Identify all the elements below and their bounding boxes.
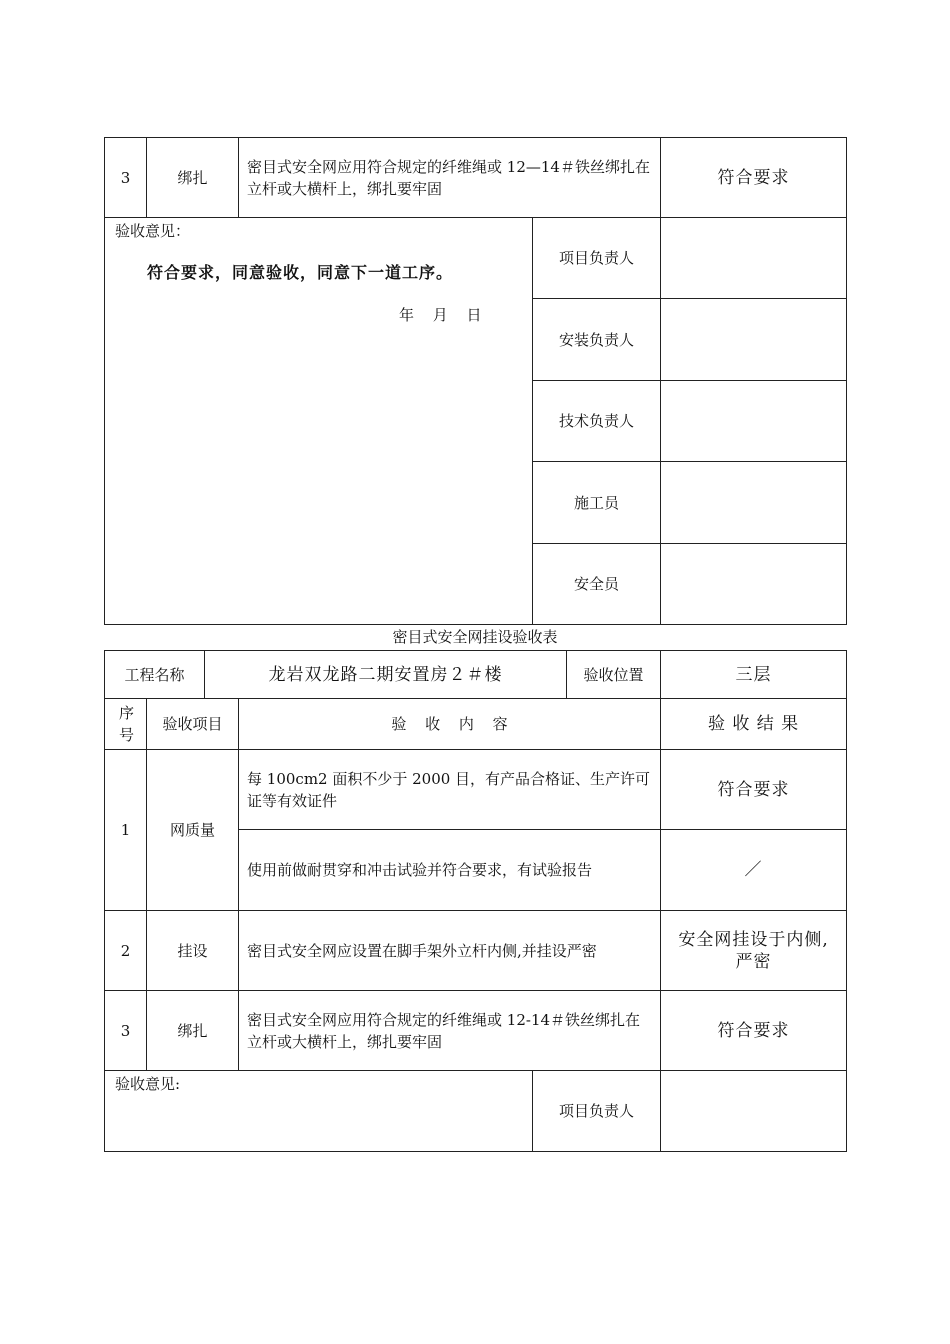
item-content: 每 100cm2 面积不少于 2000 目，有产品合格证、生产许可证等有效证件	[239, 750, 661, 830]
row-number: 1	[105, 750, 147, 911]
item-content: 密目式安全网应用符合规定的纤维绳或 12—14＃铁丝绑扎在立杆或大横杆上，绑扎要牢固	[239, 138, 661, 218]
item-name: 网质量	[147, 750, 239, 911]
opinion-label: 验收意见:	[115, 1075, 181, 1093]
signature-field[interactable]	[661, 381, 847, 462]
opinion-label: 验收意见：	[115, 222, 191, 240]
header-item: 验收项目	[147, 699, 239, 750]
acceptance-table	[104, 650, 847, 1152]
item-name: 挂设	[147, 911, 239, 991]
position-label: 验收位置	[567, 651, 661, 699]
item-content: 使用前做耐贯穿和冲击试验并符合要求，有试验报告	[239, 830, 661, 911]
signature-field[interactable]	[661, 544, 847, 625]
item-result-line: 严密	[735, 951, 772, 972]
signature-field[interactable]	[661, 1071, 847, 1152]
item-result: 符合要求	[661, 991, 847, 1071]
signer-label: 技术负责人	[533, 381, 661, 462]
opinion-date: 年 月 日	[399, 306, 482, 324]
signature-field[interactable]	[661, 462, 847, 544]
project-label: 工程名称	[105, 651, 205, 699]
header-result: 验 收 结 果	[661, 699, 847, 750]
signature-field[interactable]	[661, 299, 847, 381]
project-value: 龙岩双龙路二期安置房２＃楼	[205, 651, 567, 699]
item-result	[661, 911, 847, 991]
acceptance-table-continued	[104, 137, 847, 625]
signer-label: 安全员	[533, 544, 661, 625]
item-content: 密目式安全网应设置在脚手架外立杆内侧,并挂设严密	[239, 911, 661, 991]
item-result: ／	[661, 830, 847, 911]
row-number: 3	[105, 138, 147, 218]
item-result: 符合要求	[661, 138, 847, 218]
row-number: 3	[105, 991, 147, 1071]
table-caption: 密目式安全网挂设验收表	[392, 628, 558, 646]
signer-label: 项目负责人	[533, 1071, 661, 1152]
item-name: 绑扎	[147, 991, 239, 1071]
header-no: 序号	[105, 699, 147, 750]
item-content: 密目式安全网应用符合规定的纤维绳或 12-14＃铁丝绑扎在立杆或大横杆上，绑扎要牢固	[239, 991, 661, 1071]
signature-field[interactable]	[661, 218, 847, 299]
item-name: 绑扎	[147, 138, 239, 218]
opinion-text: 符合要求，同意验收，同意下一道工序。	[147, 263, 454, 282]
item-result: 符合要求	[661, 750, 847, 830]
opinion-cell	[105, 218, 533, 625]
signer-label: 项目负责人	[533, 218, 661, 299]
opinion-cell	[105, 1071, 533, 1152]
signer-label: 安装负责人	[533, 299, 661, 381]
row-number: 2	[105, 911, 147, 991]
signer-label: 施工员	[533, 462, 661, 544]
header-content: 验 收 内 容	[239, 699, 661, 750]
item-result-line: 安全网挂设于内侧,	[678, 929, 829, 950]
position-value: 三层	[661, 651, 847, 699]
